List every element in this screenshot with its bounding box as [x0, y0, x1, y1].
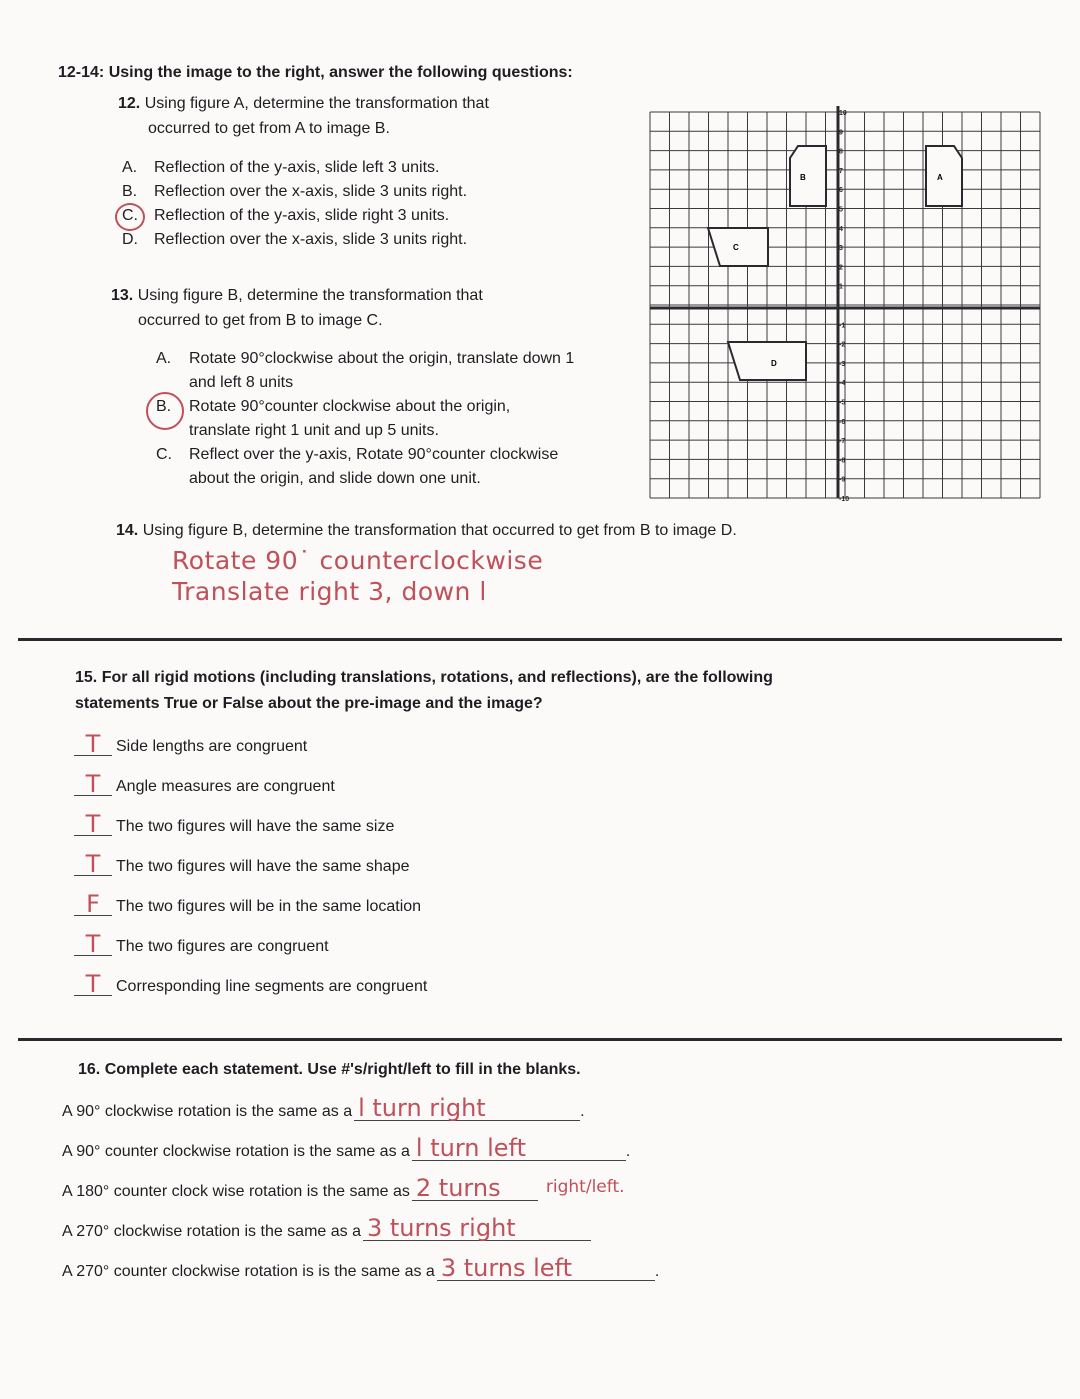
y-tick-label: 10 [839, 110, 847, 117]
y-tick-label: -5 [839, 399, 846, 407]
y-tick-label: -10 [839, 496, 850, 503]
q14-prompt [116, 519, 737, 543]
y-tick-label: -6 [839, 418, 846, 426]
tf-item [74, 970, 428, 1003]
tf-item [74, 890, 422, 923]
tf-item [74, 850, 410, 883]
q13-option-b-cont: translate right 1 unit and up 5 units. [189, 422, 439, 439]
figure-c-label: C [733, 243, 739, 252]
y-tick-label: -3 [839, 360, 846, 368]
q13-line1: Using figure B, determine the transformation that [137, 287, 483, 304]
option-text: Reflection of the y-axis, slide right 3 units. [154, 207, 450, 224]
tf-answer-field[interactable]: T [74, 973, 112, 996]
q15-line2: statements True or False about the pre-image and the image? [75, 695, 543, 712]
option-text: Reflection over the x-axis, slide 3 units right. [154, 231, 468, 248]
tf-statement: The two figures will have the same shape [116, 858, 410, 875]
option-text: Rotate 90°clockwise about the origin, translate down 1 [189, 350, 575, 367]
fill-item [62, 1256, 659, 1281]
q14-answer-line1: Rotate 90˙ counterclockwise [172, 546, 544, 575]
tf-answer-field[interactable]: T [74, 733, 112, 756]
fill-item [62, 1176, 625, 1201]
tf-answer-field[interactable]: T [74, 773, 112, 796]
y-tick-label: 4 [839, 225, 843, 233]
option-letter: D. [122, 231, 138, 248]
figure-a-label: A [937, 173, 943, 182]
tf-statement: Corresponding line segments are congruent [116, 978, 428, 995]
tf-answer-field[interactable]: T [74, 933, 112, 956]
fill-statement: A 180° counter clock wise rotation is the same as [62, 1183, 410, 1200]
q12-number: 12. [118, 95, 141, 112]
figure-a [926, 146, 962, 206]
option-letter: B. [122, 183, 138, 200]
q12-line2: occurred to get from A to image B. [148, 120, 390, 137]
q13-prompt [111, 284, 483, 308]
tf-item [74, 770, 335, 803]
tf-answer-field[interactable]: T [74, 853, 112, 876]
fill-item [62, 1096, 585, 1121]
y-tick-label: 5 [839, 206, 843, 214]
fill-end: . [654, 1263, 660, 1280]
fill-answer-field[interactable]: l turn left [412, 1136, 626, 1161]
fill-statement: A 90° counter clockwise rotation is the same as a [62, 1143, 410, 1160]
tf-statement: The two figures will have the same size [116, 818, 395, 835]
coordinate-grid [640, 98, 1050, 503]
q13-option-a-cont: and left 8 units [189, 374, 294, 391]
q14-answer-line2: Translate right 3, down l [172, 577, 487, 606]
q12-prompt [118, 92, 489, 116]
q15-line1 [75, 669, 773, 687]
tf-statement: The two figures are congruent [116, 938, 329, 955]
q12-option-c[interactable] [122, 207, 449, 225]
figure-d [728, 342, 806, 380]
q13-option-b[interactable] [156, 398, 510, 416]
q16-number: 16. [78, 1061, 101, 1078]
q13-option-c-cont: about the origin, and slide down one unit. [189, 470, 481, 487]
y-tick-label: 1 [839, 283, 843, 291]
tf-answer-field[interactable]: T [74, 813, 112, 836]
q13-number: 13. [111, 287, 134, 304]
tf-statement: Side lengths are congruent [116, 738, 308, 755]
fill-end: . [580, 1103, 585, 1120]
q13-line2: occurred to get from B to image C. [138, 312, 383, 329]
option-letter: B. [156, 398, 172, 415]
y-tick-label: 7 [839, 167, 843, 175]
fill-answer-field[interactable]: 3 turns right [363, 1216, 591, 1241]
section-header: 12-14: Using the image to the right, answer the following questions: [58, 64, 573, 81]
fill-answer-field[interactable]: 3 turns left [437, 1256, 655, 1281]
q12-option-d[interactable] [122, 231, 467, 249]
q13-answer-circle [146, 392, 184, 430]
fill-item [62, 1136, 630, 1161]
y-tick-label: 2 [839, 264, 843, 272]
option-text: Reflect over the y-axis, Rotate 90°counter clockwise [189, 446, 559, 463]
y-tick-label: -2 [839, 341, 846, 349]
option-text: Rotate 90°counter clockwise about the origin, [189, 398, 511, 415]
y-tick-label: -1 [839, 322, 846, 330]
y-tick-label: -9 [839, 476, 846, 484]
tf-statement: The two figures will be in the same location [116, 898, 422, 915]
fill-item [62, 1216, 591, 1241]
y-tick-label: -4 [839, 380, 846, 388]
tf-statement: Angle measures are congruent [116, 778, 335, 795]
q13-option-c[interactable] [156, 446, 558, 464]
figure-b [790, 146, 826, 206]
y-tick-label: -7 [839, 438, 846, 446]
tf-answer-field[interactable]: F [74, 893, 112, 916]
tf-item [74, 810, 395, 843]
tf-item [74, 930, 329, 963]
option-letter: A. [156, 350, 172, 367]
fill-extra-note: right/left. [545, 1177, 625, 1197]
option-letter: C. [122, 207, 138, 224]
fill-answer-field[interactable]: 2 turns [412, 1176, 538, 1201]
option-letter: C. [156, 446, 172, 463]
q16-prompt [78, 1061, 581, 1079]
fill-statement: A 270° counter clockwise rotation is is the same as a [62, 1263, 435, 1280]
q15-text: For all rigid motions (including translations, rotations, and reflections), are the following [101, 669, 773, 686]
q12-answer-circle [115, 203, 145, 231]
fill-statement: A 270° clockwise rotation is the same as a [62, 1223, 361, 1240]
q15-number: 15. [75, 669, 98, 686]
q13-option-a[interactable] [156, 350, 574, 368]
figure-b-label: B [800, 173, 806, 182]
option-letter: A. [122, 159, 138, 176]
section-divider [18, 1038, 1062, 1041]
tf-item [74, 730, 308, 763]
q12-option-a[interactable] [122, 159, 439, 177]
y-tick-label: 9 [839, 129, 843, 137]
q12-line1: Using figure A, determine the transformation that [144, 95, 489, 112]
y-tick-label: 3 [839, 245, 843, 253]
q14-number: 14. [116, 522, 139, 539]
y-tick-label: -8 [839, 457, 846, 465]
option-text: Reflection over the x-axis, slide 3 units right. [154, 183, 468, 200]
section-divider [18, 638, 1062, 641]
q12-option-b[interactable] [122, 183, 467, 201]
fill-answer-field[interactable]: l turn right [354, 1096, 580, 1121]
q14-text: Using figure B, determine the transformation that occurred to get from B to image D. [142, 522, 737, 539]
option-text: Reflection of the y-axis, slide left 3 units. [154, 159, 440, 176]
fill-statement: A 90° clockwise rotation is the same as a [62, 1103, 353, 1120]
y-tick-label: 6 [839, 187, 843, 195]
figure-d-label: D [771, 359, 777, 368]
q16-text: Complete each statement. Use #'s/right/left to fill in the blanks. [104, 1061, 581, 1078]
y-tick-label: 8 [839, 148, 843, 156]
fill-end: . [625, 1143, 631, 1160]
